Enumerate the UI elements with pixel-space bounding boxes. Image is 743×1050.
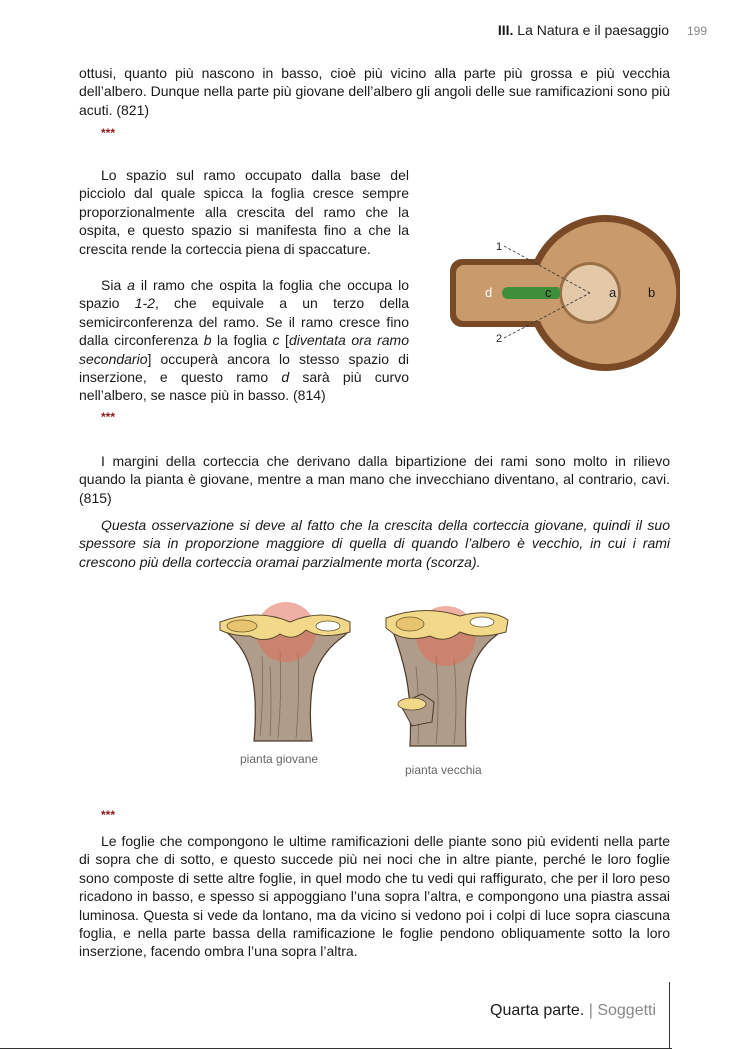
old-tree-trunk: [386, 606, 508, 746]
page-number: 199: [686, 24, 707, 38]
running-header: [498, 22, 707, 38]
section-separator: ***: [101, 126, 116, 140]
label-2: 2: [496, 333, 503, 345]
section-separator: ***: [101, 410, 116, 424]
label-1: 1: [496, 241, 503, 253]
label-b: b: [648, 285, 656, 300]
footer-rule-horizontal: [0, 1048, 672, 1049]
label-d: d: [485, 285, 493, 300]
paragraph-2: Lo spazio sul ramo occupato dalla base del picciolo dal quale spicca la foglia cresce sempre proporzionalmente alla crescita del ramo che la ospita, e questo spazio si manifesta fino a che la crescita rende la corteccia piena di spaccature.: [79, 167, 409, 257]
paragraph-6: Le foglie che compongono le ultime ramificazioni delle piante sono più evidenti nella parte di sopra che di sotto, e questo succede più nei noci che in altre piante, perché le loro foglie sono composte di sette altre foglie, in quel modo che tu vedi qui raffigurato, che per il loro peso ricadono in basso, e spesso si appoggiano l’una sopra l’altra, e compongono una piastra assai luminosa. Questa si vede da lontano, ma da vicino si vedono poi i colpi di luce sopra ciascuna foglia, e nella parte bassa della ramificazione le foglie pendono obliquamente sotto la loro inserzione, facendo ombra l’una sopra l’altra.: [79, 833, 670, 960]
leaf-stalk: [502, 287, 560, 299]
footer-section: Soggetti: [597, 1002, 657, 1019]
young-tree-trunk: [220, 602, 350, 741]
chapter-title: La Natura e il paesaggio: [517, 22, 670, 38]
paragraph-4: I margini della corteccia che derivano dalla bipartizione dei rami sono molto in rilievo quando la pianta è giovane, mentre a man mano che invecchiano diventano, al contrario, cavi. (815): [79, 453, 670, 506]
footer-separator: |: [584, 1002, 598, 1019]
paragraph-5: Questa osservazione si deve al fatto che la crescita della corteccia giovane, quindi il suo spessore sia in proporzione maggiore di quella di quando l’albero è vecchio, in cui i rami crescono più della corteccia oramai parzialmente morta (scorza).: [79, 517, 670, 570]
label-c: c: [545, 285, 552, 300]
footer: [490, 1002, 656, 1020]
footer-part: Quarta parte.: [490, 1002, 585, 1019]
branch-cross-section-diagram: [440, 210, 680, 375]
paragraph-1: ottusi, quanto più nascono in basso, cioè più vicino alla parte più grossa e più vecchia dell’albero. Dunque nella parte più giovane dell’albero gli angoli delle sue ramificazioni sono più acuti. (821): [79, 65, 670, 118]
section-separator: ***: [101, 808, 116, 822]
label-a: a: [609, 285, 617, 300]
caption-old-tree: pianta vecchia: [405, 763, 482, 777]
footer-rule-vertical: [669, 982, 670, 1048]
bark-illustration: [210, 596, 520, 756]
paragraph-3: Sia a il ramo che ospita la foglia che occupa lo spazio 1-2, che equivale a un terzo della semicirconferenza del ramo. Se il ramo cresce fino dalla circonferenza b la foglia c [diventata ora ramo secondario] occuperà ancora lo stesso spazio di inserzione, e questo ramo d sarà più curvo nell’albero, se nasce più in basso. (814): [79, 277, 410, 404]
chapter-number: III.: [497, 22, 514, 38]
caption-young-tree: pianta giovane: [240, 752, 319, 766]
